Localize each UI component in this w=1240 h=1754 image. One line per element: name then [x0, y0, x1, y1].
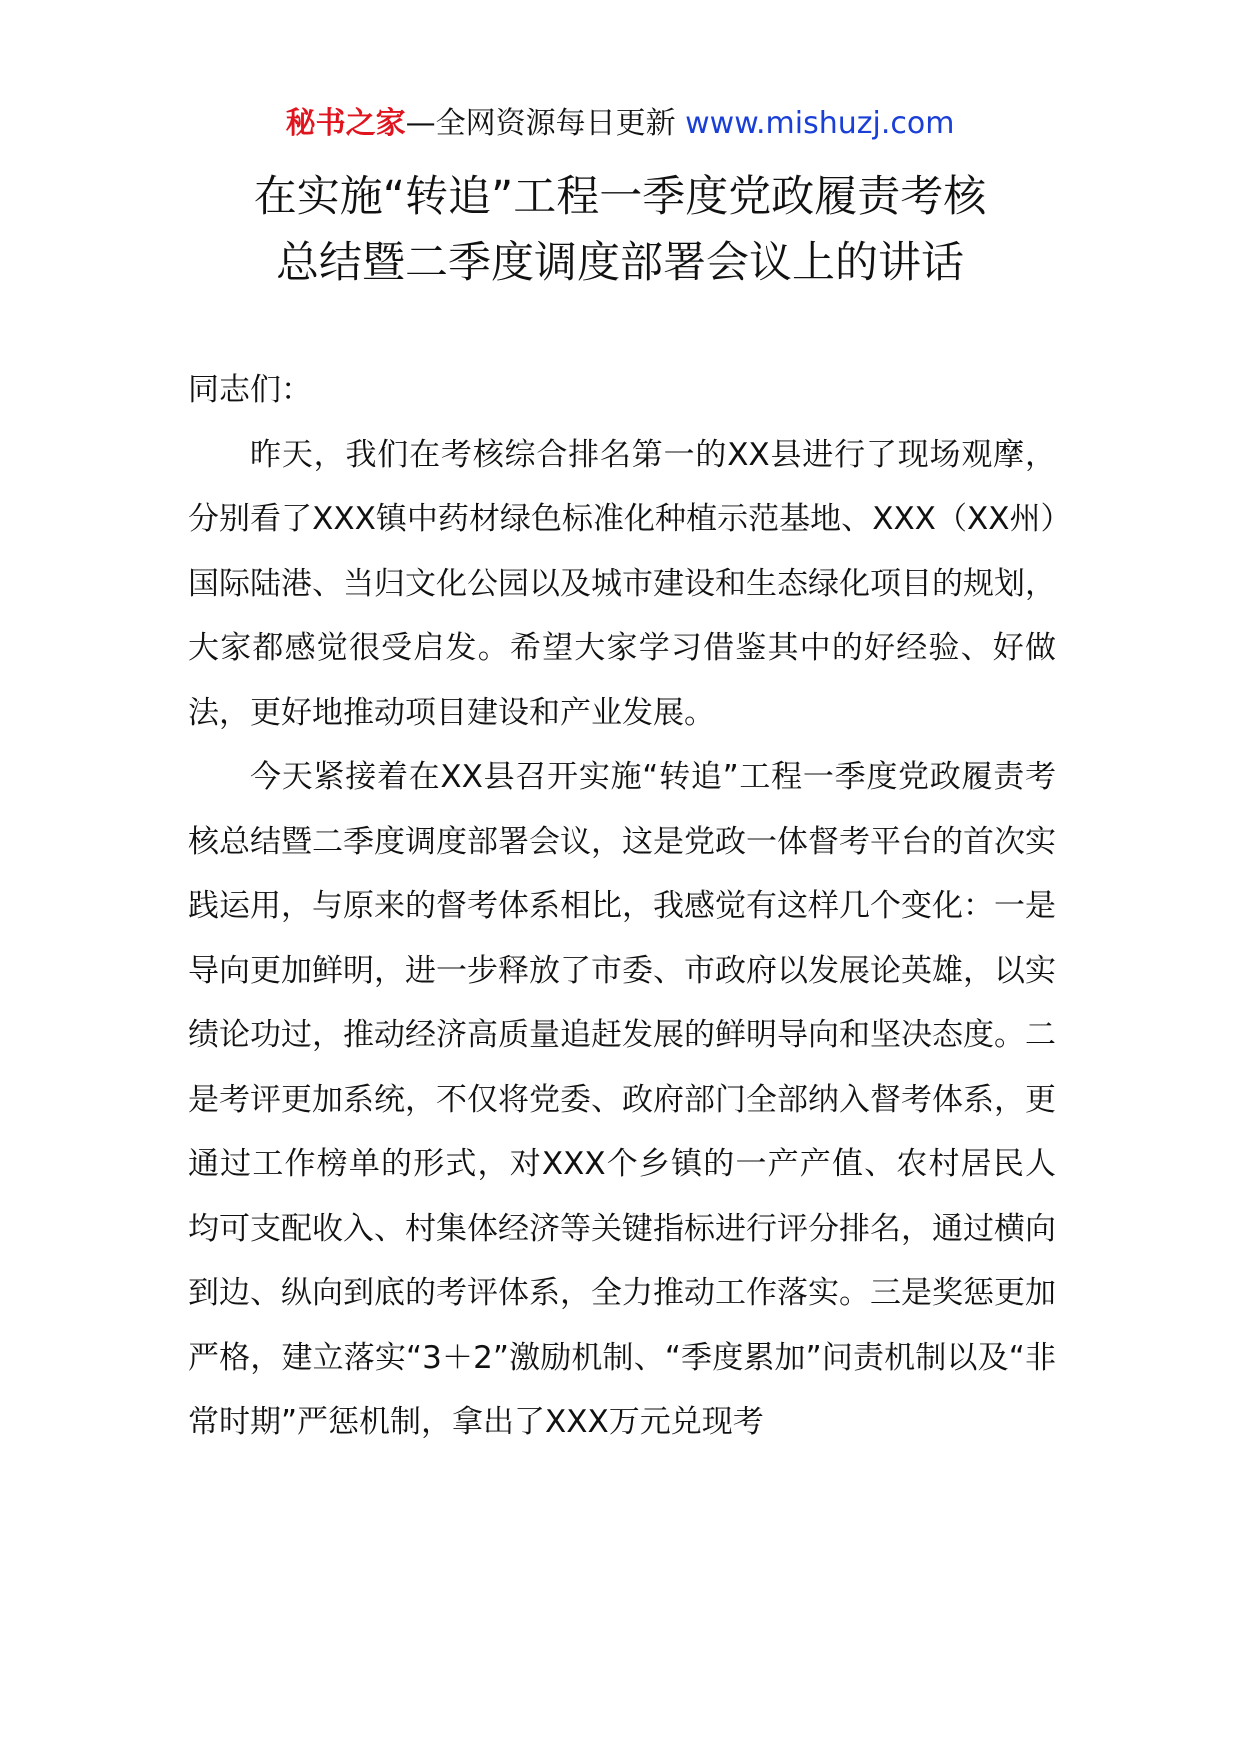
salutation: 同志们：: [188, 372, 312, 408]
document-body: [188, 358, 1056, 1455]
site-tagline: —全网资源每日更新: [405, 106, 676, 141]
brand-name: 秘书之家: [285, 106, 406, 141]
document-title: [0, 164, 1240, 296]
site-header: [0, 100, 1240, 148]
title-line-1: 在实施“转追”工程一季度党政履责考核: [253, 172, 987, 222]
title-line-2: 总结暨二季度调度部署会议上的讲话: [276, 238, 964, 288]
site-url-link[interactable]: www.mishuzj.com: [685, 106, 955, 141]
paragraph-2: 今天紧接着在XX县召开实施“转追”工程一季度党政履责考核总结暨二季度调度部署会议，这是党政一体督考平台的首次实践运用，与原来的督考体系相比，我感觉有这样几个变化：一是导向更加鲜明，进一步释放了市委、市政府以发展论英雄，以实绩论功过，推动经济高质量追赶发展的鲜明导向和坚决态度。二是考评更加系统，不仅将党委、政府部门全部纳入督考体系，更通过工作榜单的形式，对XXX个乡镇的一产产值、农村居民人均可支配收入、村集体经济等关键指标进行评分排名，通过横向到边、纵向到底的考评体系，全力推动工作落实。三是奖惩更加严格，建立落实“3＋2”激励机制、“季度累加”问责机制以及“非常时期”严惩机制，拿出了XXX万元兑现考: [188, 759, 1056, 1440]
paragraph-1: 昨天，我们在考核综合排名第一的XX县进行了现场观摩，分别看了XXX镇中药材绿色标准化种植示范基地、XXX（XX州）国际陆港、当归文化公园以及城市建设和生态绿化项目的规划，大家都感觉很受启发。希望大家学习借鉴其中的好经验、好做法，更好地推动项目建设和产业发展。: [188, 436, 1056, 731]
